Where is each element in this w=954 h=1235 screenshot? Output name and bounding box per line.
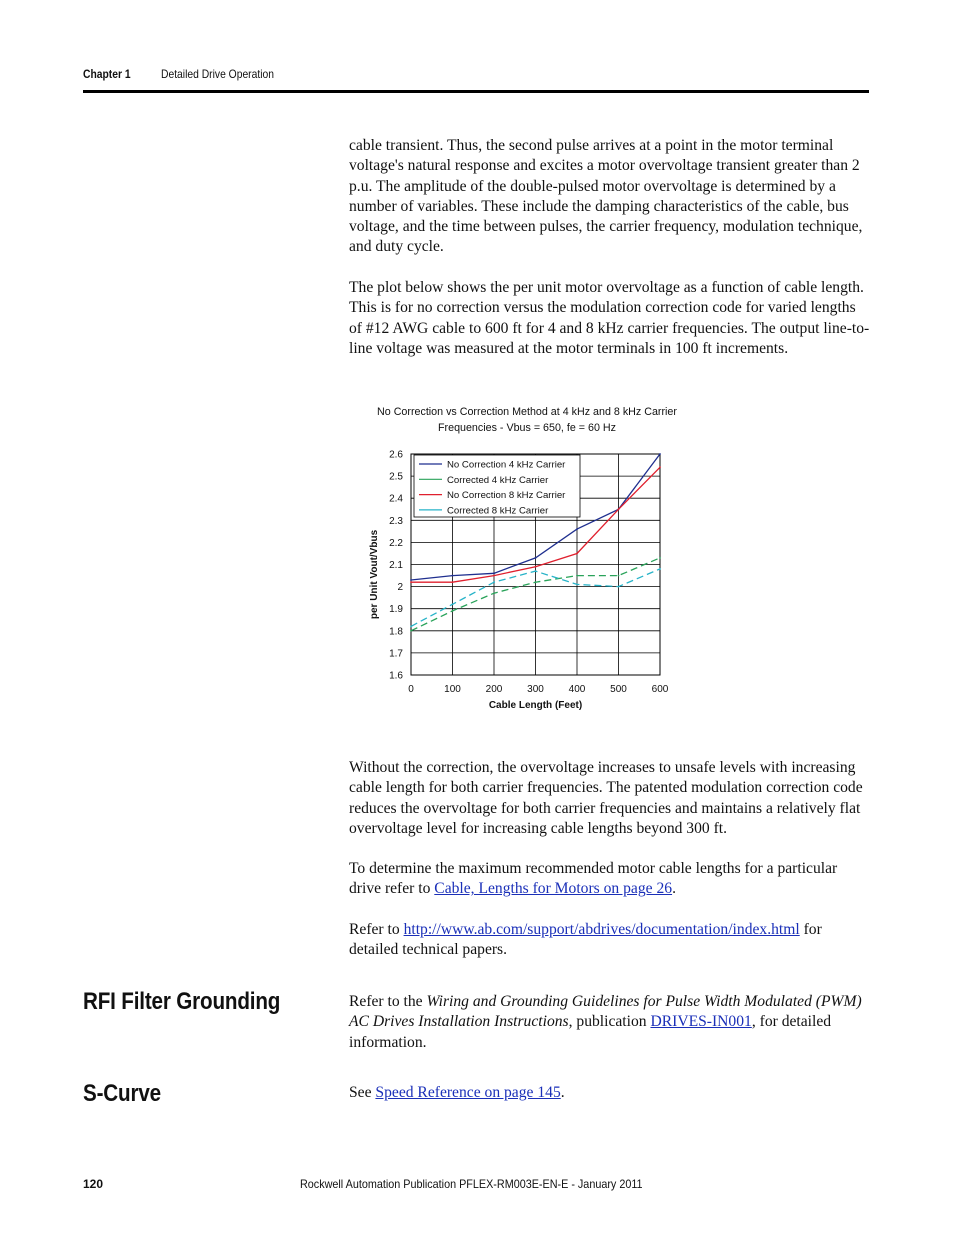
speed-reference-link[interactable]: Speed Reference on page 145 xyxy=(375,1084,561,1101)
series-2-point xyxy=(410,630,412,632)
ab-documentation-link[interactable]: http://www.ab.com/support/abdrives/documentation/index.html xyxy=(403,921,800,938)
series-4-point xyxy=(535,570,537,572)
y-tick-label: 2.5 xyxy=(389,471,403,483)
page-header xyxy=(83,66,869,93)
body-paragraph-3: Without the correction, the overvoltage increases to unsafe levels with increasing cable length for both carrier frequencies. The patented modulation correction code reduces the overvoltage for both carrier frequencies and maintains a relatively flat overvoltage level for increasing cable lengths beyond 300 ft. xyxy=(349,759,863,837)
rfi-filter-grounding-heading: RFI Filter Grounding xyxy=(83,988,281,1015)
x-tick-label: 500 xyxy=(610,684,627,695)
series-3-point xyxy=(576,553,578,555)
chart-title xyxy=(360,404,695,436)
series-3-point xyxy=(493,575,495,577)
publication-info: Rockwell Automation Publication PFLEX-RM003E-EN-E - January 2011 xyxy=(300,1177,643,1191)
p5-text-before: Refer to xyxy=(349,921,404,938)
series-1-point xyxy=(535,557,537,559)
series-1-point xyxy=(576,528,578,530)
y-tick-label: 2.2 xyxy=(389,537,403,549)
series-4-point xyxy=(659,568,661,570)
p5-text-after: for detailed technical papers. xyxy=(349,921,822,959)
y-tick-label: 1.7 xyxy=(389,648,403,660)
x-axis-label: Cable Length (Feet) xyxy=(488,700,583,711)
rfi-text-mid: , publication xyxy=(568,1013,651,1031)
y-tick-label: 2.3 xyxy=(389,515,403,527)
series-4-point xyxy=(452,603,454,605)
y-tick-label: 1.6 xyxy=(389,670,403,682)
series-4-point xyxy=(493,581,495,583)
chart-title-line-1: No Correction vs Correction Method at 4 kHz and 8 kHz Carrier xyxy=(377,406,677,418)
y-axis-label: per Unit Vout/Vbus xyxy=(369,529,380,620)
series-4-point xyxy=(618,586,620,588)
body-paragraph-4 xyxy=(349,859,871,900)
y-tick-label: 2.6 xyxy=(389,449,403,461)
legend-label: Corrected 4 kHz Carrier xyxy=(447,474,549,486)
x-tick-label: 300 xyxy=(527,684,544,695)
y-tick-label: 2.4 xyxy=(389,493,403,505)
series-3-point xyxy=(452,581,454,583)
series-3-point xyxy=(410,581,412,583)
series-1-point xyxy=(493,572,495,574)
rfi-publication-title: Wiring and Grounding Guidelines for Pulse Width Modulated (PWM) AC Drives Installation Instructions xyxy=(349,993,862,1031)
series-2-point xyxy=(659,557,661,559)
series-2-point xyxy=(493,592,495,594)
body-paragraph-5 xyxy=(349,920,871,961)
overvoltage-line-chart xyxy=(349,440,705,720)
series-2-point xyxy=(535,581,537,583)
cable-lengths-link[interactable]: Cable, Lengths for Motors on page 26 xyxy=(434,880,673,898)
scurve-text-before: See xyxy=(349,1084,376,1101)
x-tick-label: 100 xyxy=(444,684,461,695)
x-tick-label: 0 xyxy=(408,684,414,695)
series-1-point xyxy=(452,575,454,577)
series-1-point xyxy=(659,453,661,455)
series-3-point xyxy=(618,508,620,510)
series-2-point xyxy=(576,575,578,577)
chapter-title: Detailed Drive Operation xyxy=(161,67,275,81)
series-4-point xyxy=(576,583,578,585)
series-3-point xyxy=(659,466,661,468)
p4-text-before: To determine the maximum recommended motor cable lengths for a particular drive refer to xyxy=(349,860,838,898)
chart-title-line-2: Frequencies - Vbus = 650, fe = 60 Hz xyxy=(438,422,616,434)
series-3-point xyxy=(535,566,537,568)
s-curve-paragraph xyxy=(349,1083,871,1103)
p4-text-after: . xyxy=(672,880,676,898)
rfi-text-before: Refer to the xyxy=(349,993,427,1010)
legend-label: No Correction 4 kHz Carrier xyxy=(447,459,566,471)
chapter-label: Chapter 1 xyxy=(83,67,131,81)
body-paragraph-1: cable transient. Thus, the second pulse arrives at a point in the motor terminal voltage's natural response and excites a motor overvoltage transient greater than 2 p.u. The amplitude of the double-pulsed motor overvoltage is determined by a number of variables. These include the damping characteristics of the cable, bus voltage, and the time between pulses, the carrier frequency, modulation technique, and duty cycle. xyxy=(349,137,863,256)
legend-label: No Correction 8 kHz Carrier xyxy=(447,490,566,502)
page-number: 120 xyxy=(83,1177,104,1191)
body-paragraph-2: The plot below shows the per unit motor overvoltage as a function of cable length. This is for no correction versus the modulation correction code for varied lengths of #12 AWG cable to 600 ft for 4 and 8 kHz carrier frequencies. The output line-to-line voltage was measured at the motor terminals in 100 ft increments. xyxy=(349,279,870,357)
x-tick-label: 400 xyxy=(568,684,586,695)
rfi-text-after: , for detailed information. xyxy=(349,1013,832,1051)
series-2-point xyxy=(618,575,620,577)
drives-in001-link[interactable]: DRIVES-IN001 xyxy=(650,1013,752,1031)
y-tick-label: 2 xyxy=(397,582,403,594)
series-2-point xyxy=(452,610,454,612)
y-tick-label: 1.9 xyxy=(389,604,403,616)
y-tick-label: 1.8 xyxy=(389,626,403,638)
x-tick-label: 600 xyxy=(651,684,669,695)
s-curve-heading: S-Curve xyxy=(83,1080,161,1107)
legend-label: Corrected 8 kHz Carrier xyxy=(447,505,549,517)
rfi-paragraph xyxy=(349,992,871,1053)
series-4-point xyxy=(410,625,412,627)
y-tick-label: 2.1 xyxy=(389,560,403,571)
scurve-text-after: . xyxy=(560,1084,565,1101)
series-1-point xyxy=(410,579,412,581)
x-tick-label: 200 xyxy=(485,684,503,695)
